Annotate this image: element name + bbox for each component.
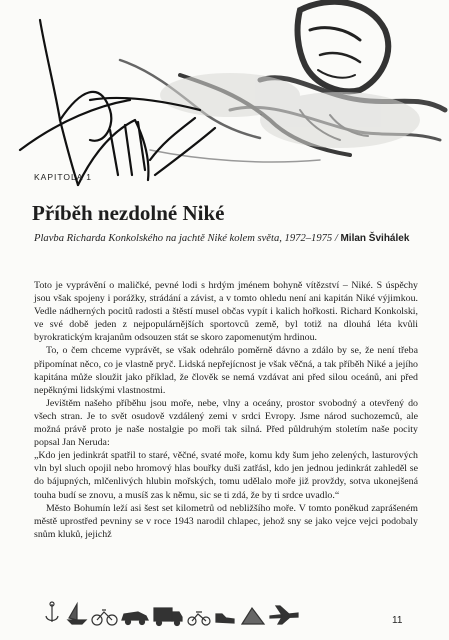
paragraph: Toto je vyprávění o maličké, pevné lodi s hrdým jménem bohyně vítězství – Niké. S úspěchy jsou však spojeny i porážky, strádání a závist, a v tomto ohledu není ani kapitán Niké výjimkou. Vedle nádherných pocitů radosti a štěstí musel občas vypít i kalich hořkosti. Richard Konkolski, ve své době jeden z nejpopulárnějších sportovců země, byl totiž na dlouhá léta kvůli byrokratickým krajanům odsouzen stát se skoro zapomenutým hrdinou.: [34, 280, 418, 344]
boat-icon: [68, 604, 86, 624]
ink-illustration: [0, 0, 449, 215]
shoe-icon: [216, 614, 234, 623]
paragraph: Jevištěm našeho příběhu jsou moře, nebe, vlny a oceány, prostor svobodný a otevřený do všech stran. Je to svět osudově vzdálený zemi v srdci Evropy. Jsme národ suchozemců, ale možná právě proto je naše nostalgie po moři tak silná. Před půldruhým stoletím naše pocity popsal Jan Neruda:: [34, 397, 418, 449]
chapter-label: KAPITOLA 1: [34, 172, 93, 182]
paragraph: To, o čem chceme vyprávět, se však odehrálo poměrně dávno a zdálo by se, že není třeba připomínat něco, co je vlastně pryč. Lidská nepřejícnost je však věčná, a tak příběh Niké a jejího kapitána může sloužit jako příklad, že člověk se nemá vzdávat ani před silou oceánů, ani před nepěknými lidskými vlastnostmi.: [34, 345, 418, 396]
airplane-icon: [270, 606, 298, 624]
anchor-icon: [46, 602, 58, 622]
tent-icon: [242, 608, 264, 624]
paragraph: Město Bohumín leží asi šest set kilometrů od nebližšího moře. V tomto poněkud zaprášeném městě uprostřed pevniny se v roce 1943 narodil chlapec, jehož sny se jako vejce vejci podobaly snům kluků, jejichž: [34, 502, 418, 540]
bicycle-icon: [92, 610, 117, 625]
truck-icon: [154, 608, 182, 626]
footer-icon-strip: [42, 600, 302, 628]
page-number: 11: [392, 615, 403, 626]
page-title: Příběh nezdolné Niké: [32, 201, 225, 225]
motorcycle-icon: [188, 612, 210, 625]
quote-paragraph: „Kdo jen jedinkrát spatřil to staré, věčné, svaté moře, komu kdy šum jeho zelených, lasturových vln byl sluch opojil nebo hromový hlas bouřky duši zatřásl, kdo jen jednou jedinkrát zahleděl se do bájupných, mlčenlivých hlubin mořských, tomu udělalo moře již provždy, sotva ukonejšená touha budí se znovu, a musíš zas k němu, sic se ti zdá, že by ti srdce uvadlo.“: [34, 450, 418, 501]
subtitle-text: Plavba Richarda Konkolského na jachtě Niké kolem světa, 1972–1975 /: [34, 233, 341, 244]
body-text: [34, 279, 418, 541]
car-icon: [122, 612, 148, 625]
chapter-subtitle: [34, 232, 424, 246]
author-name: Milan Švihálek: [340, 233, 410, 244]
